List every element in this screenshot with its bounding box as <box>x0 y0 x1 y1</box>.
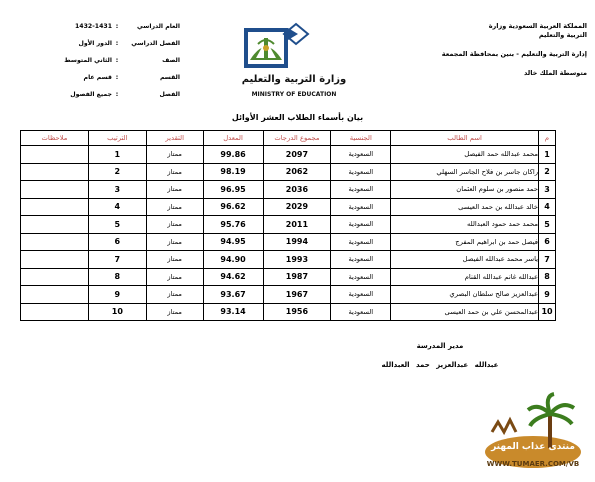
table-row <box>21 216 556 234</box>
ministry-line: التربية والتعليم <box>538 31 587 39</box>
col-num-header: م <box>539 131 556 146</box>
student-total: 1987 <box>263 268 331 286</box>
logo-english-text: MINISTRY OF EDUCATION <box>251 91 337 98</box>
row-number: 3 <box>539 181 556 199</box>
meta-row-year: العام الدراسي : 1432-1431 <box>60 18 180 35</box>
table-row <box>21 303 556 321</box>
meta-label: الصف <box>162 57 180 64</box>
student-total: 2029 <box>263 198 331 216</box>
directorate-line: إدارة التربية والتعليم - بنين بمحافظة المجمعة <box>441 50 587 58</box>
student-nationality: السعودية <box>331 251 391 269</box>
student-total: 1967 <box>263 286 331 304</box>
row-number: 6 <box>539 233 556 251</box>
student-rank: 9 <box>88 286 146 304</box>
student-rank: 2 <box>88 163 146 181</box>
student-name: محمد عبدالله حمد الفيصل <box>391 146 539 164</box>
student-rate: 94.62 <box>203 268 263 286</box>
meta-row-class: الفصل : جميع الفصول <box>60 86 180 103</box>
watermark-url: WWW.TUMAER.COM/VB <box>486 460 580 468</box>
student-rank: 10 <box>88 303 146 321</box>
student-nationality: السعودية <box>331 163 391 181</box>
student-name: عبدالعزيز صالح سلطان البصري <box>391 286 539 304</box>
student-total: 2011 <box>263 216 331 234</box>
table-row <box>21 268 556 286</box>
student-rate: 95.76 <box>203 216 263 234</box>
student-rate: 94.90 <box>203 251 263 269</box>
meta-label: الفصل <box>159 91 180 98</box>
student-total: 2062 <box>263 163 331 181</box>
table-row <box>21 181 556 199</box>
col-rate-header: المعدل <box>203 131 263 146</box>
student-nationality: السعودية <box>331 233 391 251</box>
student-notes <box>21 251 89 269</box>
student-grade: ممتاز <box>146 216 203 234</box>
student-notes <box>21 216 89 234</box>
student-grade: ممتاز <box>146 198 203 216</box>
student-grade: ممتاز <box>146 268 203 286</box>
student-grade: ممتاز <box>146 181 203 199</box>
meta-row-term: الفصل الدراسي : الدور الأول <box>60 35 180 52</box>
meta-label: القسم <box>159 74 180 81</box>
kingdom-line: المملكة العربية السعودية وزارة <box>488 22 587 30</box>
row-number: 7 <box>539 251 556 269</box>
meta-row-section: القسم : قسم عام <box>60 69 180 86</box>
student-rank: 8 <box>88 268 146 286</box>
student-rate: 93.14 <box>203 303 263 321</box>
school-line: متوسطة الملك خالد <box>524 69 587 77</box>
watermark-arabic: منتدى عذاب المهنر <box>491 442 575 452</box>
student-notes <box>21 146 89 164</box>
student-rank: 3 <box>88 181 146 199</box>
student-name: خالد عبدالله بن حمد العيسى <box>391 198 539 216</box>
student-nationality: السعودية <box>331 181 391 199</box>
student-grade: ممتاز <box>146 163 203 181</box>
student-rank: 4 <box>88 198 146 216</box>
row-number: 8 <box>539 268 556 286</box>
student-rank: 6 <box>88 233 146 251</box>
student-total: 1994 <box>263 233 331 251</box>
student-notes <box>21 198 89 216</box>
student-rate: 98.19 <box>203 163 263 181</box>
col-total-header: مجموع الدرجات <box>263 131 331 146</box>
meta-label: العام الدراسي <box>137 23 180 30</box>
student-name: حمد منصور بن سلوم العثمان <box>391 181 539 199</box>
table-header-row <box>21 131 556 146</box>
meta-value: قسم عام <box>83 74 112 81</box>
student-name: ياسر محمد عبدالله الفيصل <box>391 251 539 269</box>
student-name: راكان جاسر بن فلاح الجاسر السهلي <box>391 163 539 181</box>
student-rate: 99.86 <box>203 146 263 164</box>
student-rank: 1 <box>88 146 146 164</box>
page-title: بيان بأسماء الطلاب العشر الأوائل <box>231 113 364 122</box>
student-nationality: السعودية <box>331 286 391 304</box>
row-number: 1 <box>539 146 556 164</box>
student-rank: 5 <box>88 216 146 234</box>
logo-arabic-text: وزارة التربية والتعليم <box>241 74 347 85</box>
student-nationality: السعودية <box>331 303 391 321</box>
student-name: محمد حمد حمود العبدالله <box>391 216 539 234</box>
table-row <box>21 146 556 164</box>
student-rate: 96.62 <box>203 198 263 216</box>
student-total: 1993 <box>263 251 331 269</box>
row-number: 9 <box>539 286 556 304</box>
row-number: 2 <box>539 163 556 181</box>
col-rank-header: الترتيب <box>88 131 146 146</box>
row-number: 5 <box>539 216 556 234</box>
student-nationality: السعودية <box>331 146 391 164</box>
meta-row-grade: الصف : الثاني المتوسط <box>60 52 180 69</box>
student-name: عبدالله غانم عبدالله القنام <box>391 268 539 286</box>
student-name: فيصل حمد بن ابراهيم المفرج <box>391 233 539 251</box>
student-total: 1956 <box>263 303 331 321</box>
meta-label: الفصل الدراسي <box>131 40 180 47</box>
student-name: عبدالمحسن علي بن حمد العيسى <box>391 303 539 321</box>
meta-value: الثاني المتوسط <box>64 57 112 64</box>
student-total: 2097 <box>263 146 331 164</box>
student-notes <box>21 303 89 321</box>
col-notes-header: ملاحظات <box>21 131 89 146</box>
student-notes <box>21 181 89 199</box>
table-row <box>21 233 556 251</box>
header-right <box>397 22 587 78</box>
col-nationality-header: الجنسية <box>331 131 391 146</box>
student-nationality: السعودية <box>331 198 391 216</box>
meta-value: جميع الفصول <box>70 91 112 98</box>
meta-block <box>60 18 180 103</box>
student-grade: ممتاز <box>146 286 203 304</box>
table-row <box>21 163 556 181</box>
table-row <box>21 286 556 304</box>
col-name-header: اسم الطالب <box>391 131 539 146</box>
student-rate: 93.67 <box>203 286 263 304</box>
student-notes <box>21 163 89 181</box>
student-grade: ممتاز <box>146 303 203 321</box>
col-grade-header: التقدير <box>146 131 203 146</box>
student-total: 2036 <box>263 181 331 199</box>
student-notes <box>21 233 89 251</box>
principal-title: مدير المدرسة <box>416 342 464 350</box>
row-number: 10 <box>539 303 556 321</box>
student-rate: 94.95 <box>203 233 263 251</box>
student-grade: ممتاز <box>146 233 203 251</box>
ministry-logo <box>236 14 352 104</box>
student-rate: 96.95 <box>203 181 263 199</box>
student-notes <box>21 268 89 286</box>
meta-value: 1432-1431 <box>74 23 112 30</box>
forum-watermark <box>478 392 588 478</box>
student-nationality: السعودية <box>331 216 391 234</box>
top-students-table <box>20 130 556 321</box>
meta-value: الدور الأول <box>78 40 112 47</box>
student-grade: ممتاز <box>146 146 203 164</box>
student-rank: 7 <box>88 251 146 269</box>
principal-name: عبدالله عبدالعزيز حمد العبدالله <box>381 361 499 369</box>
table-row <box>21 198 556 216</box>
row-number: 4 <box>539 198 556 216</box>
table-row <box>21 251 556 269</box>
student-nationality: السعودية <box>331 268 391 286</box>
student-grade: ممتاز <box>146 251 203 269</box>
student-notes <box>21 286 89 304</box>
